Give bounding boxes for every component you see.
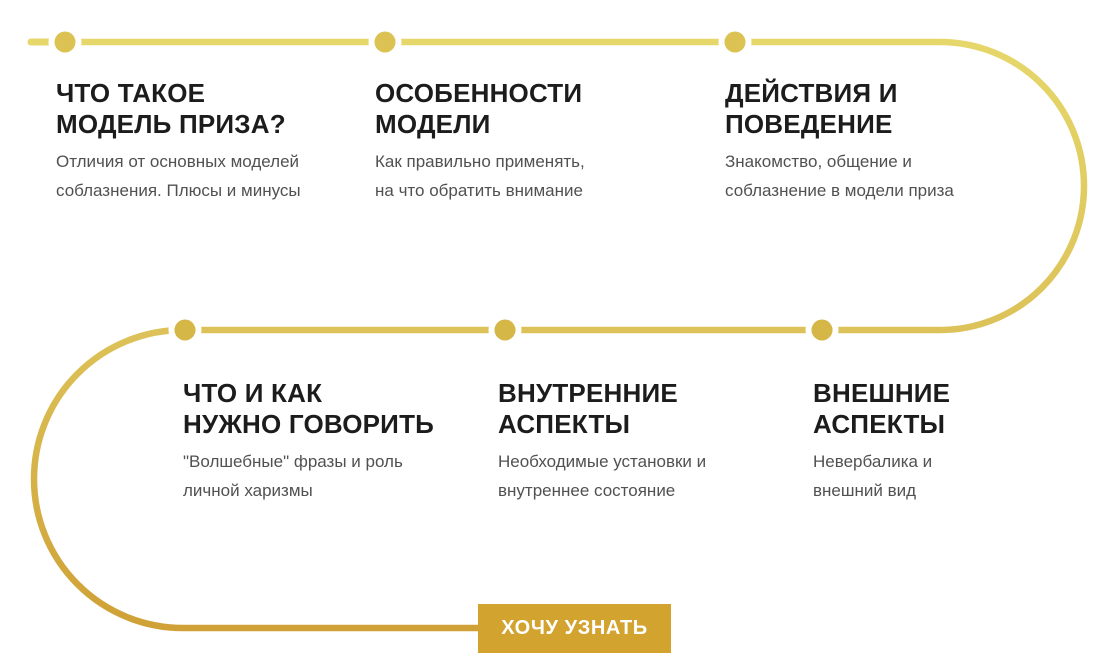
step-description-line: "Волшебные" фразы и роль [183,452,403,471]
step-title-line: ВНУТРЕННИЕ [498,378,678,408]
step-description-line: соблазнения. Плюсы и минусы [56,181,301,200]
step-model-features [375,78,665,205]
step-description-line: Необходимые установки и [498,452,707,471]
timeline-dot [55,32,76,53]
step-title [498,378,788,440]
timeline-dot [812,320,833,341]
step-title [56,78,346,140]
step-description [498,447,788,505]
step-what-to-say [183,378,473,505]
step-title-line: АСПЕКТЫ [813,409,946,439]
step-description [56,147,346,205]
step-title [725,78,1015,140]
step-description-line: Как правильно применять, [375,152,585,171]
step-description-line: Знакомство, общение и [725,152,912,171]
step-description-line: внешний вид [813,481,917,500]
step-title-line: МОДЕЛЬ ПРИЗА? [56,109,286,139]
step-title [375,78,665,140]
step-title-line: ПОВЕДЕНИЕ [725,109,893,139]
timeline-dot [725,32,746,53]
step-description-line: на что обратить внимание [375,181,583,200]
timeline-dot [495,320,516,341]
step-description-line: личной харизмы [183,481,313,500]
step-title-line: МОДЕЛИ [375,109,491,139]
cta-button[interactable]: ХОЧУ УЗНАТЬ [478,604,671,653]
step-title-line: ЧТО И КАК [183,378,323,408]
step-actions-behavior [725,78,1015,205]
step-title-line: НУЖНО ГОВОРИТЬ [183,409,435,439]
step-title-line: ВНЕШНИЕ [813,378,951,408]
step-what-is-prize-model [56,78,346,205]
step-description-line: Отличия от основных моделей [56,152,300,171]
step-title-line: ДЕЙСТВИЯ И [725,78,898,108]
step-description-line: соблазнение в модели приза [725,181,954,200]
step-description [375,147,665,205]
step-description [183,447,473,505]
step-description [813,447,1103,505]
step-description [725,147,1015,205]
timeline-dot [175,320,196,341]
step-inner-aspects [498,378,788,505]
step-title-line: ОСОБЕННОСТИ [375,78,583,108]
step-outer-aspects [813,378,1103,505]
timeline-dot [375,32,396,53]
step-title [183,378,473,440]
step-description-line: внутреннее состояние [498,481,676,500]
step-title [813,378,1103,440]
step-title-line: ЧТО ТАКОЕ [56,78,206,108]
step-title-line: АСПЕКТЫ [498,409,631,439]
step-description-line: Невербалика и [813,452,933,471]
